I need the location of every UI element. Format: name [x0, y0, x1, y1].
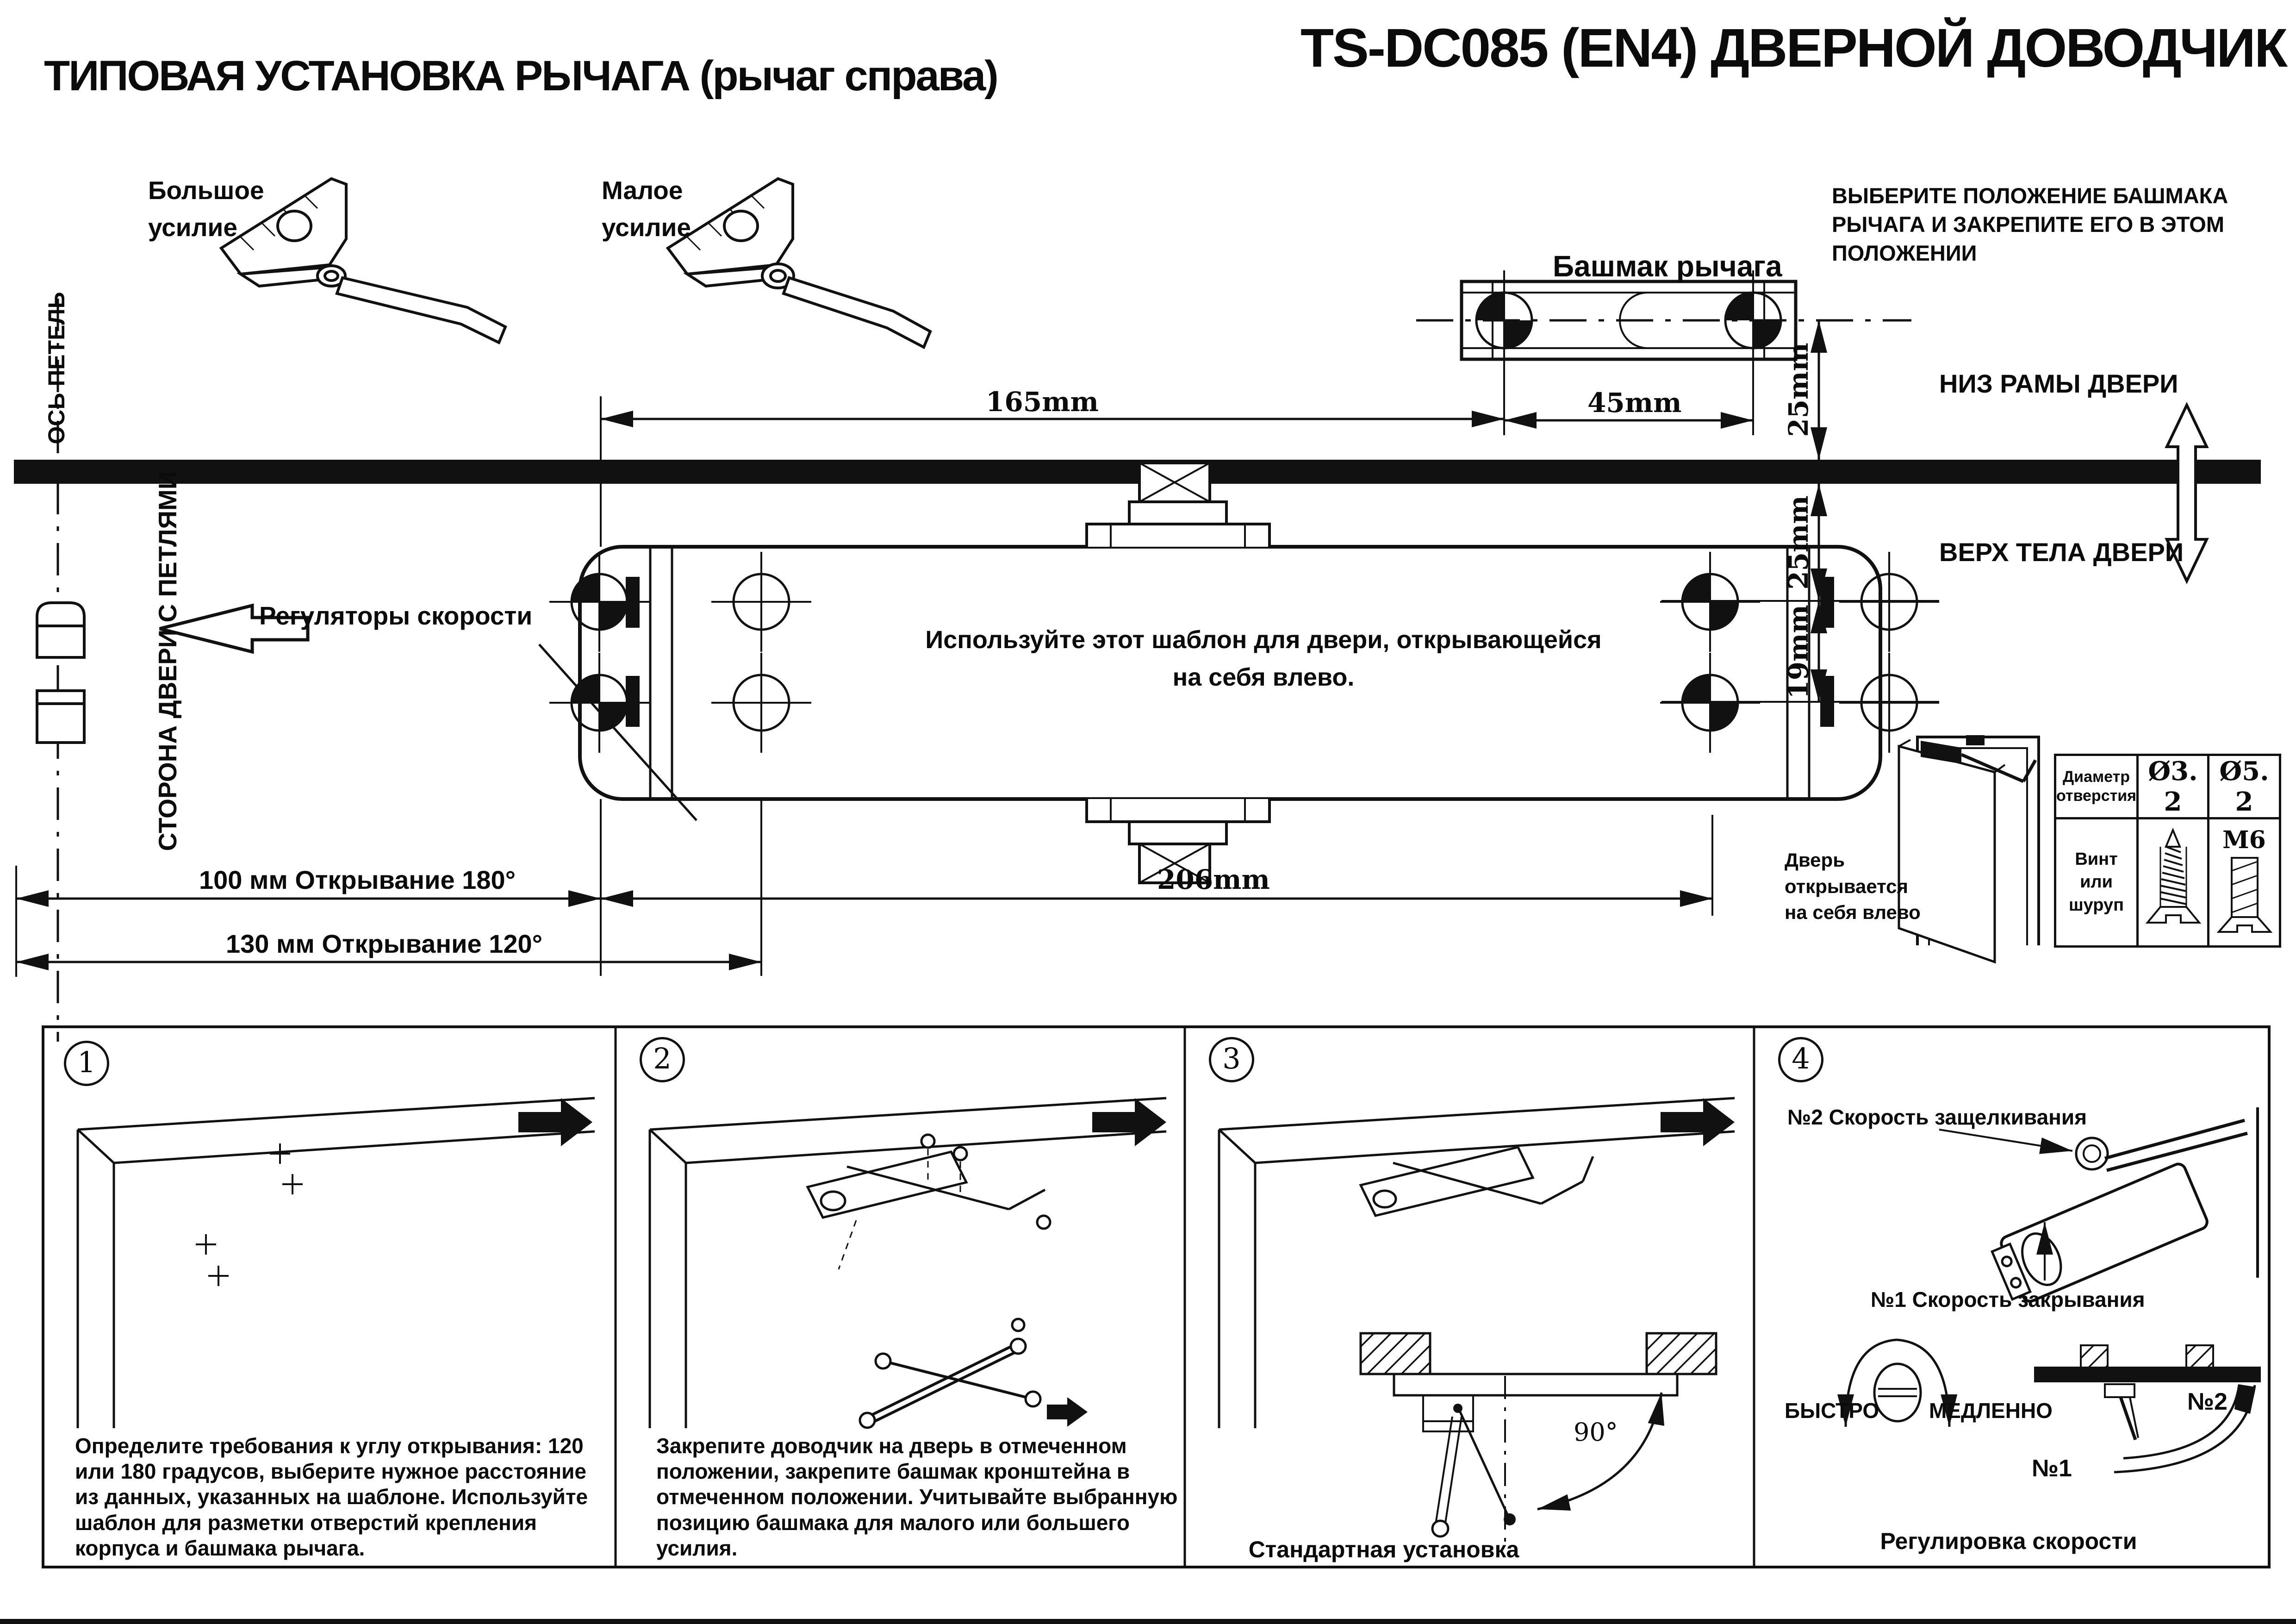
table-hole-diameter: Диаметр отверстия: [2055, 755, 2138, 818]
dim-25mm-top: 25mm: [1783, 343, 1814, 437]
hinge-icon: [37, 603, 84, 743]
step2-sketch: [650, 1098, 1166, 1428]
label-speed-regulators: Регуляторы скорости: [259, 601, 533, 630]
machine-screw-m6-icon: [2209, 818, 2280, 947]
table-dia-3-2: Ø3. 2: [2138, 755, 2209, 818]
step3-angle: 90°: [1574, 1418, 1618, 1447]
fastener-table: [2054, 754, 2281, 948]
frame-door-gap-band: [14, 460, 2261, 484]
note-choose-shoe-position: ВЫБЕРИТЕ ПОЛОЖЕНИЕ БАШМАКА РЫЧАГА И ЗАКРЕПИТЕ ЕГО В ЭТОМ ПОЛОЖЕНИИ: [1832, 183, 2228, 266]
step3-number: 3: [1209, 1037, 1254, 1082]
step4-latch-speed-label: №2 Скорость защелкивания: [1787, 1105, 2087, 1129]
dim-206mm: 206mm: [1157, 864, 1270, 895]
table-screw-label: Винт или шуруп: [2055, 818, 2138, 947]
label-arm-shoe: Башмак рычага: [1553, 250, 1782, 283]
dim-opening-180: 100 мм Открывание 180°: [199, 865, 516, 894]
dim-45mm: 45mm: [1587, 387, 1682, 418]
step3-caption: Стандартная установка: [1248, 1537, 1519, 1562]
step1-text: Определите требования к углу открывания: 120 или 180 градусов, выберите нужное расстояние из данных, указанных на шаблоне. Используйте шаблон для разметки отверстий крепления корпуса и башмака рычага.: [75, 1434, 588, 1560]
step4-number: 4: [1778, 1037, 1823, 1082]
step4-n2-label: №2: [2187, 1388, 2228, 1415]
label-door-opens-left: Дверь открывается на себя влево: [1785, 849, 1921, 924]
label-hinge-axis: ОСЬ ПЕТЕЛЬ: [44, 292, 69, 444]
step3-sketch: [1219, 1098, 1735, 1549]
arm-shoe-outline: [1416, 270, 1911, 370]
table-dia-5-2: Ø5. 2: [2209, 755, 2280, 818]
dim-19mm: 19mm: [1783, 605, 1814, 699]
label-small-force: Малое усилие: [602, 176, 691, 242]
note-template-usage: Используйте этот шаблон для двери, открывающейся на себя влево.: [925, 626, 1602, 691]
dim-25mm-mid: 25mm: [1783, 495, 1814, 590]
dim-opening-120: 130 мм Открывание 120°: [226, 929, 543, 958]
step4-caption: Регулировка скорости: [1880, 1528, 2137, 1554]
step2-number: 2: [640, 1037, 685, 1082]
label-hinge-side: СТОРОНА ДВЕРИ С ПЕТЛЯМИ: [153, 471, 182, 851]
label-door-top: ВЕРХ ТЕЛА ДВЕРИ: [1939, 537, 2184, 567]
table-m6: M6: [2222, 825, 2266, 854]
label-large-force: Большое усилие: [148, 176, 264, 242]
step2-text: Закрепите доводчик на дверь в отмеченном положении, закрепите башмак кронштейна в отмеченном положении. Учитывайте выбранную позицию башмака для малого или большего усилия.: [656, 1434, 1178, 1560]
step1-number: 1: [64, 1041, 109, 1086]
dim-165mm: 165mm: [986, 386, 1099, 418]
step1-sketch: [78, 1098, 595, 1428]
step4-slow-label: МЕДЛЕННО: [1929, 1399, 2053, 1423]
label-frame-bottom: НИЗ РАМЫ ДВЕРИ: [1939, 369, 2178, 398]
step4-fast-label: БЫСТРО: [1785, 1399, 1879, 1423]
self-tapping-screw-icon: [2138, 818, 2209, 947]
step4-closing-speed-label: №1 Скорость закрывания: [1871, 1287, 2145, 1312]
page-title: ТИПОВАЯ УСТАНОВКА РЫЧАГА (рычаг справа): [44, 52, 997, 100]
product-title: TS-DC085 (EN4) ДВЕРНОЙ ДОВОДЧИК: [1300, 18, 2286, 79]
step4-n1-label: №1: [2032, 1455, 2072, 1482]
